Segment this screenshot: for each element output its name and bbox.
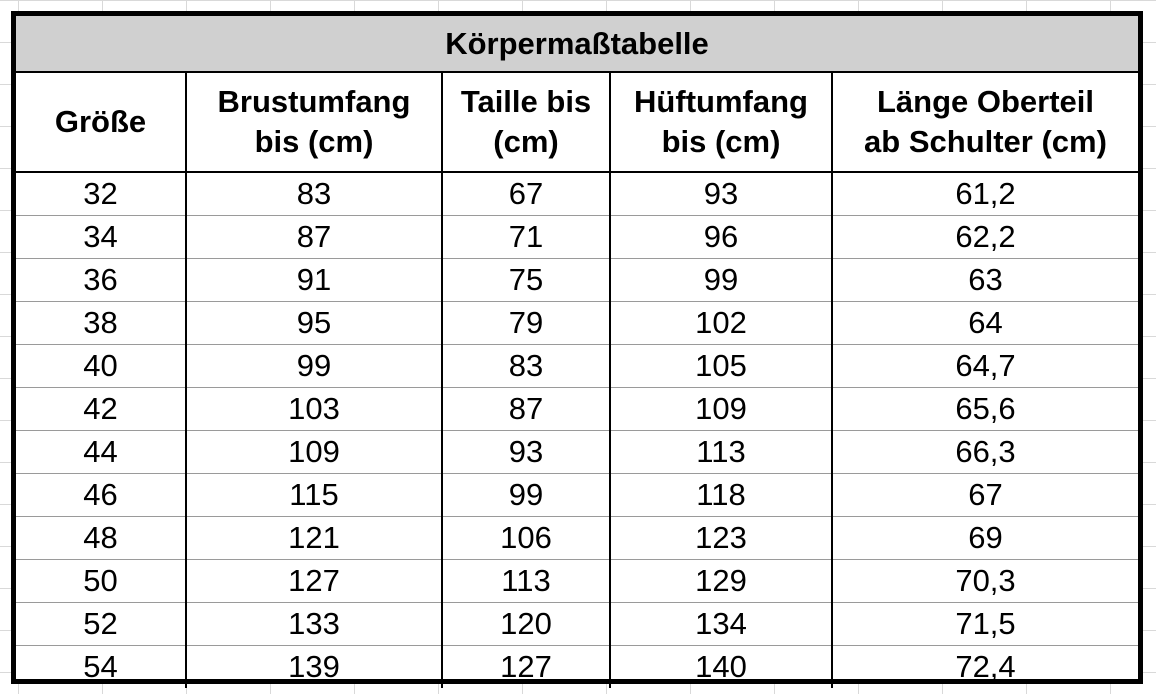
header-top-length-line2: ab Schulter (cm) bbox=[864, 124, 1107, 159]
cell-bust: 87 bbox=[186, 216, 442, 259]
table-row bbox=[16, 345, 1138, 388]
table-row bbox=[16, 646, 1138, 689]
header-hip-line1: Hüftumfang bbox=[634, 84, 808, 119]
cell-waist: 120 bbox=[442, 603, 610, 646]
cell-size: 50 bbox=[16, 560, 186, 603]
cell-waist: 93 bbox=[442, 431, 610, 474]
table-row bbox=[16, 603, 1138, 646]
header-bust bbox=[186, 72, 442, 172]
header-row bbox=[16, 72, 1138, 172]
cell-hip: 113 bbox=[610, 431, 832, 474]
cell-size: 48 bbox=[16, 517, 186, 560]
cell-size: 54 bbox=[16, 646, 186, 689]
cell-size: 36 bbox=[16, 259, 186, 302]
header-hip-line2: bis (cm) bbox=[661, 124, 781, 159]
cell-size: 32 bbox=[16, 172, 186, 216]
cell-top-length: 66,3 bbox=[832, 431, 1138, 474]
header-waist-line2: (cm) bbox=[493, 124, 559, 159]
cell-waist: 113 bbox=[442, 560, 610, 603]
table-row bbox=[16, 302, 1138, 345]
cell-bust: 133 bbox=[186, 603, 442, 646]
table-row bbox=[16, 216, 1138, 259]
table-row bbox=[16, 388, 1138, 431]
cell-top-length: 67 bbox=[832, 474, 1138, 517]
cell-top-length: 64 bbox=[832, 302, 1138, 345]
cell-hip: 109 bbox=[610, 388, 832, 431]
body-measurements-table bbox=[16, 16, 1138, 688]
title-row bbox=[16, 16, 1138, 72]
cell-waist: 99 bbox=[442, 474, 610, 517]
cell-bust: 139 bbox=[186, 646, 442, 689]
header-waist bbox=[442, 72, 610, 172]
cell-waist: 87 bbox=[442, 388, 610, 431]
cell-bust: 115 bbox=[186, 474, 442, 517]
cell-size: 34 bbox=[16, 216, 186, 259]
table-row bbox=[16, 172, 1138, 216]
size-chart-table bbox=[11, 11, 1143, 684]
cell-waist: 83 bbox=[442, 345, 610, 388]
table-row bbox=[16, 259, 1138, 302]
header-size bbox=[16, 72, 186, 172]
cell-bust: 127 bbox=[186, 560, 442, 603]
cell-size: 46 bbox=[16, 474, 186, 517]
cell-size: 44 bbox=[16, 431, 186, 474]
cell-waist: 127 bbox=[442, 646, 610, 689]
cell-bust: 95 bbox=[186, 302, 442, 345]
cell-hip: 96 bbox=[610, 216, 832, 259]
header-waist-line1: Taille bis bbox=[460, 84, 592, 119]
cell-bust: 91 bbox=[186, 259, 442, 302]
cell-top-length: 70,3 bbox=[832, 560, 1138, 603]
table-row bbox=[16, 560, 1138, 603]
cell-hip: 123 bbox=[610, 517, 832, 560]
cell-bust: 83 bbox=[186, 172, 442, 216]
cell-size: 52 bbox=[16, 603, 186, 646]
cell-hip: 118 bbox=[610, 474, 832, 517]
header-top-length-line1: Länge Oberteil bbox=[876, 84, 1095, 119]
cell-hip: 99 bbox=[610, 259, 832, 302]
header-top-length bbox=[832, 72, 1138, 172]
cell-top-length: 61,2 bbox=[832, 172, 1138, 216]
cell-waist: 67 bbox=[442, 172, 610, 216]
cell-size: 38 bbox=[16, 302, 186, 345]
cell-hip: 140 bbox=[610, 646, 832, 689]
cell-hip: 129 bbox=[610, 560, 832, 603]
cell-bust: 99 bbox=[186, 345, 442, 388]
cell-hip: 93 bbox=[610, 172, 832, 216]
cell-hip: 134 bbox=[610, 603, 832, 646]
cell-top-length: 69 bbox=[832, 517, 1138, 560]
cell-size: 40 bbox=[16, 345, 186, 388]
cell-size: 42 bbox=[16, 388, 186, 431]
header-bust-line2: bis (cm) bbox=[254, 124, 374, 159]
cell-bust: 121 bbox=[186, 517, 442, 560]
cell-hip: 105 bbox=[610, 345, 832, 388]
header-size-label: Größe bbox=[54, 104, 147, 139]
cell-top-length: 62,2 bbox=[832, 216, 1138, 259]
cell-top-length: 72,4 bbox=[955, 649, 1016, 684]
table-row bbox=[16, 517, 1138, 560]
cell-top-length: 65,6 bbox=[832, 388, 1138, 431]
cell-waist: 79 bbox=[442, 302, 610, 345]
cell-waist: 75 bbox=[442, 259, 610, 302]
cell-waist: 106 bbox=[442, 517, 610, 560]
cell-top-length: 63 bbox=[832, 259, 1138, 302]
table-title: Körpermaßtabelle bbox=[16, 16, 1138, 72]
table-row bbox=[16, 431, 1138, 474]
cell-hip: 102 bbox=[610, 302, 832, 345]
header-bust-line1: Brustumfang bbox=[217, 84, 411, 119]
cell-waist: 71 bbox=[442, 216, 610, 259]
header-hip bbox=[610, 72, 832, 172]
cell-bust: 103 bbox=[186, 388, 442, 431]
table-row bbox=[16, 474, 1138, 517]
cell-top-length: 71,5 bbox=[832, 603, 1138, 646]
cell-bust: 109 bbox=[186, 431, 442, 474]
cell-top-length: 64,7 bbox=[832, 345, 1138, 388]
